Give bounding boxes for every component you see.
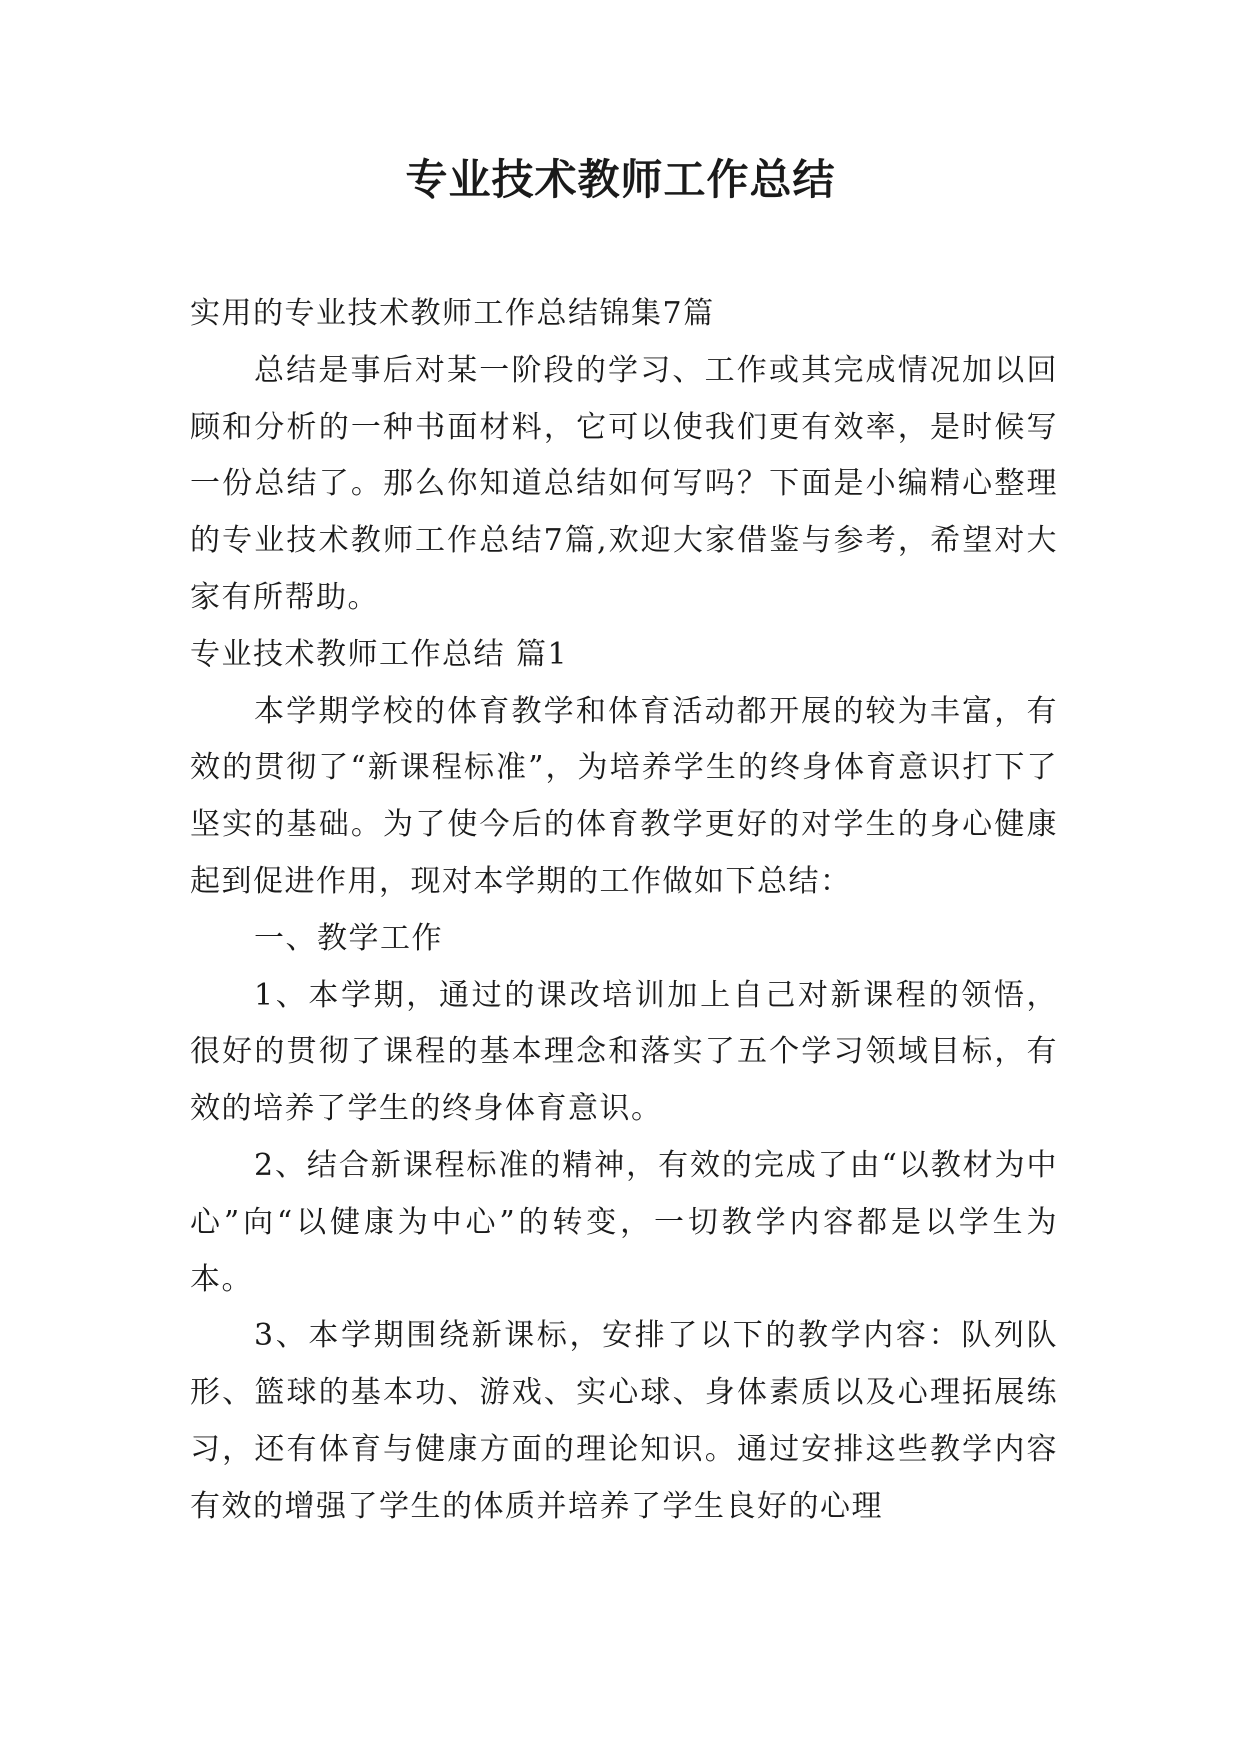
intro-paragraph: 总结是事后对某一阶段的学习、工作或其完成情况加以回顾和分析的一种书面材料，它可以使我们更有效率，是时候写一份总结了。那么你知道总结如何写吗？下面是小编精心整理的专业技术教师工作总结7篇,欢迎大家借鉴与参考，希望对大家有所帮助。: [190, 352, 1058, 615]
document-title: 专业技术教师工作总结: [405, 155, 836, 204]
subheading-teaching-work: 一、教学工作: [254, 920, 443, 956]
document-body: [190, 286, 1058, 1536]
paragraph: 本学期学校的体育教学和体育活动都开展的较为丰富，有效的贯彻了“新课程标准”，为培养学生的终身体育意识打下了坚实的基础。为了使今后的体育教学更好的对学生的身心健康起到促进作用，现对本学期的工作做如下总结：: [190, 693, 1058, 899]
subtitle-line: 实用的专业技术教师工作总结锦集7篇: [190, 296, 715, 331]
section-heading-part-1: 专业技术教师工作总结 篇1: [190, 636, 569, 672]
numbered-item-1: 1、本学期，通过的课改培训加上自己对新课程的领悟，很好的贯彻了课程的基本理念和落实了五个学习领域目标，有效的培养了学生的终身体育意识。: [190, 977, 1058, 1127]
numbered-item-3: 3、本学期围绕新课标，安排了以下的教学内容：队列队形、篮球的基本功、游戏、实心球、身体素质以及心理拓展练习，还有体育与健康方面的理论知识。通过安排这些教学内容有效的增强了学生的体质并培养了学生良好的心理: [190, 1318, 1058, 1524]
numbered-item-2: 2、结合新课程标准的精神，有效的完成了由“以教材为中心”向“以健康为中心”的转变，一切教学内容都是以学生为本。: [190, 1147, 1058, 1297]
